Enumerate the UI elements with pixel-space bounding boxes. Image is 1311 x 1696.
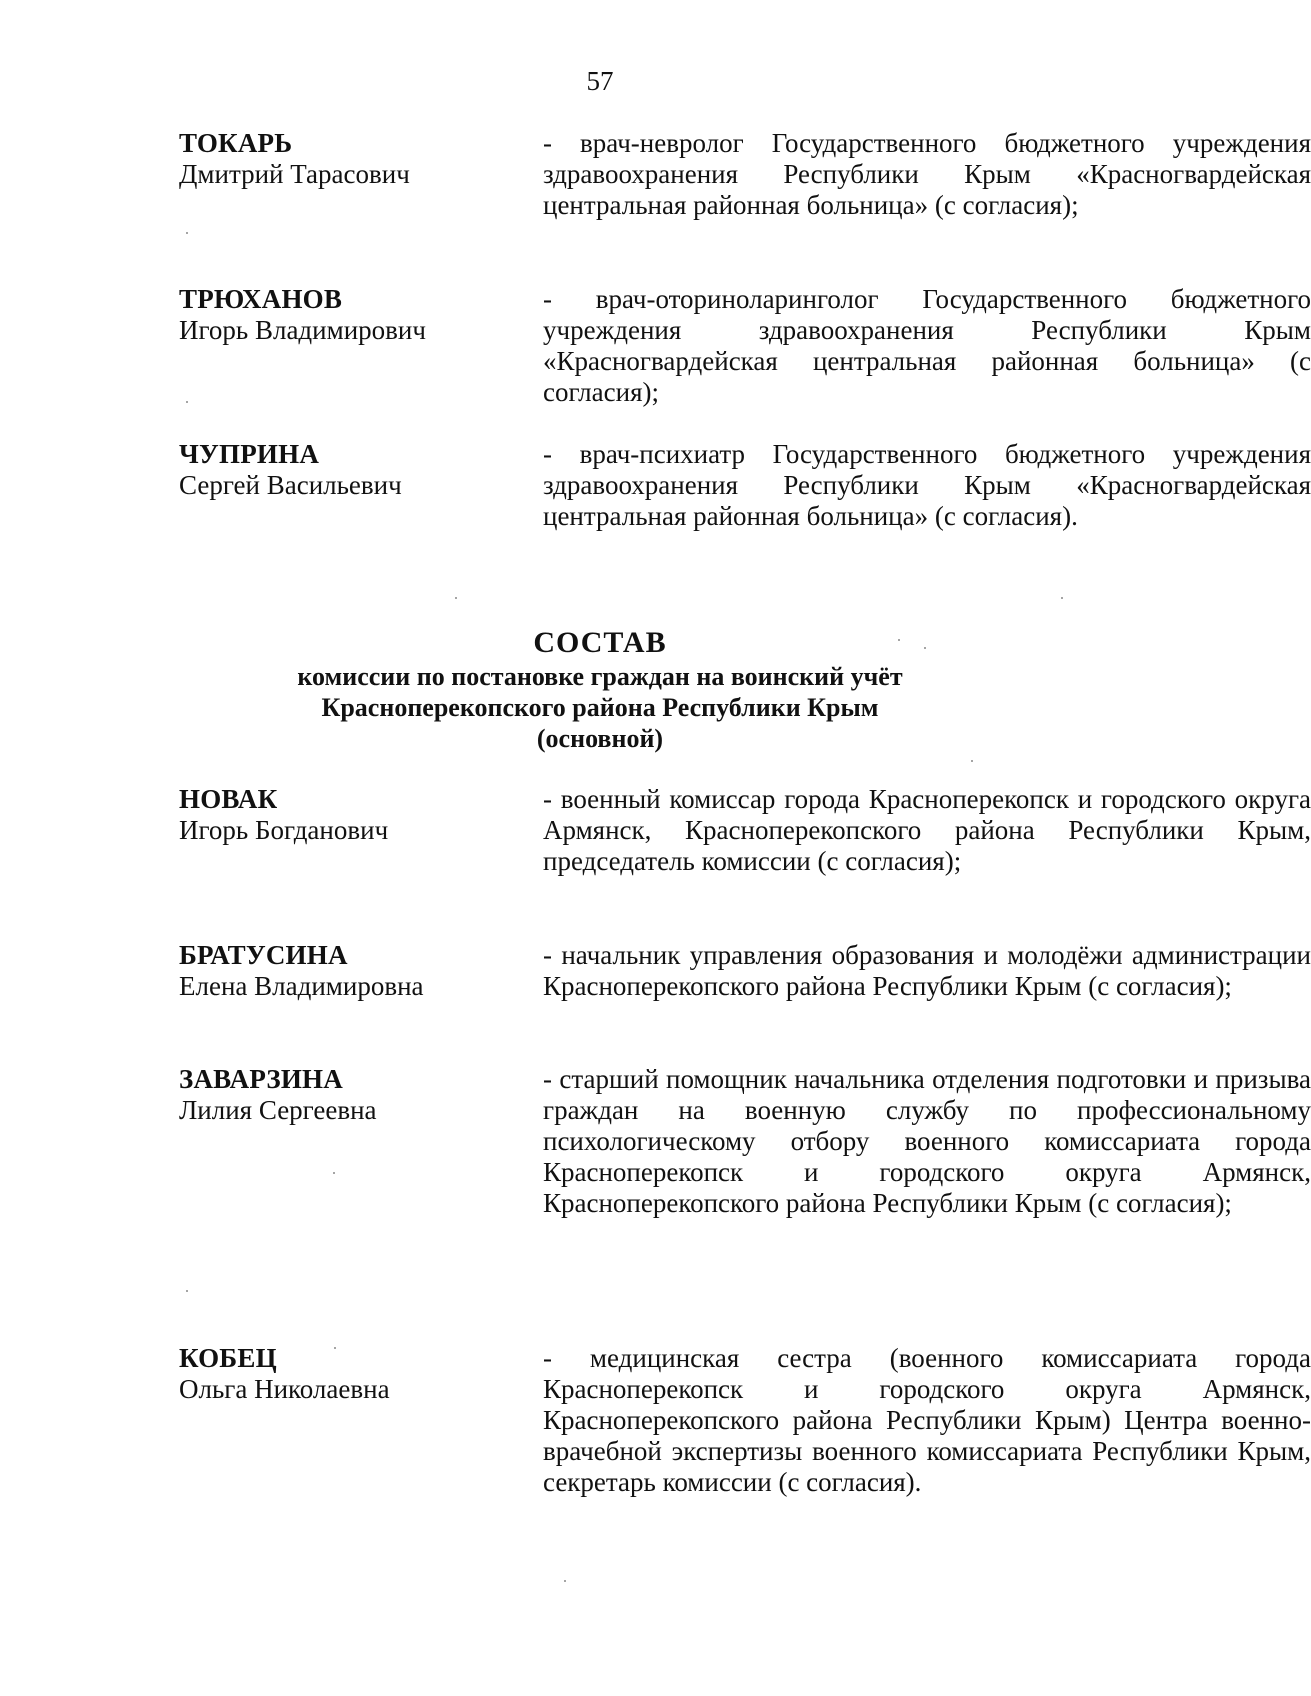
- member-given-names: Ольга Николаевна: [179, 1374, 390, 1404]
- scan-speck: [898, 639, 900, 641]
- member-given-names: Сергей Васильевич: [179, 470, 402, 500]
- scan-speck: [1061, 597, 1063, 599]
- member-position: - врач-оториноларинголог Государственного бюджетного учреждения здравоохранения Республики Крым «Красногвардейская центральная районная больница» (с согласия);: [543, 284, 1311, 407]
- page-number: 57: [586, 66, 614, 96]
- member-position: - старший помощник начальника отделения подготовки и призыва граждан на военную службу по профессиональному психологическому отбору военного комиссариата города Красноперекопск и городского округа Армянск, Красноперекопского района Республики Крым (с согласия);: [543, 1064, 1311, 1218]
- member-position: - врач-невролог Государственного бюджетного учреждения здравоохранения Республики Крым «Красногвардейская центральная районная больница» (с согласия);: [543, 128, 1311, 220]
- section-heading: [0, 625, 1200, 754]
- member-surname: НОВАК: [179, 784, 278, 814]
- section-subtitle: (основной): [536, 724, 664, 753]
- member-surname: КОБЕЦ: [179, 1343, 277, 1373]
- member-surname: ЧУПРИНА: [179, 439, 320, 469]
- member-surname: ЗАВАРЗИНА: [179, 1064, 343, 1094]
- member-position: - военный комиссар города Красноперекопск и городского округа Армянск, Красноперекопского района Республики Крым, председатель комиссии (с согласия);: [543, 784, 1311, 876]
- scan-speck: [971, 760, 973, 762]
- scan-speck: [334, 1347, 336, 1349]
- member-given-names: Дмитрий Тарасович: [179, 159, 410, 189]
- scan-speck: [186, 401, 188, 403]
- scan-speck: [186, 1290, 188, 1292]
- section-subtitle: Красноперекопского района Республики Крым: [321, 693, 879, 722]
- section-subtitle: комиссии по постановке граждан на воинский учёт: [297, 662, 903, 691]
- scan-speck: [564, 1580, 566, 1582]
- member-given-names: Игорь Владимирович: [179, 315, 426, 345]
- scan-speck: [924, 647, 926, 649]
- member-surname: ТОКАРЬ: [179, 128, 293, 158]
- scan-speck: [186, 232, 188, 234]
- member-surname: БРАТУСИНА: [179, 940, 348, 970]
- member-given-names: Елена Владимировна: [179, 971, 424, 1001]
- scan-speck: [455, 597, 457, 599]
- member-position: - врач-психиатр Государственного бюджетного учреждения здравоохранения Республики Крым «Красногвардейская центральная районная больница» (с согласия).: [543, 439, 1311, 531]
- member-given-names: Игорь Богданович: [179, 815, 389, 845]
- member-position: - медицинская сестра (военного комиссариата города Красноперекопск и городского округа Армянск, Красноперекопского района Республики Крым) Центра военно-врачебной экспертизы военного комиссариата Республики Крым, секретарь комиссии (с согласия).: [543, 1343, 1311, 1497]
- member-given-names: Лилия Сергеевна: [179, 1095, 377, 1125]
- member-surname: ТРЮХАНОВ: [179, 284, 343, 314]
- member-position: - начальник управления образования и молодёжи администрации Красноперекопского района Республики Крым (с согласия);: [543, 940, 1311, 1001]
- scan-speck: [333, 1172, 335, 1174]
- section-title: СОСТАВ: [533, 626, 667, 659]
